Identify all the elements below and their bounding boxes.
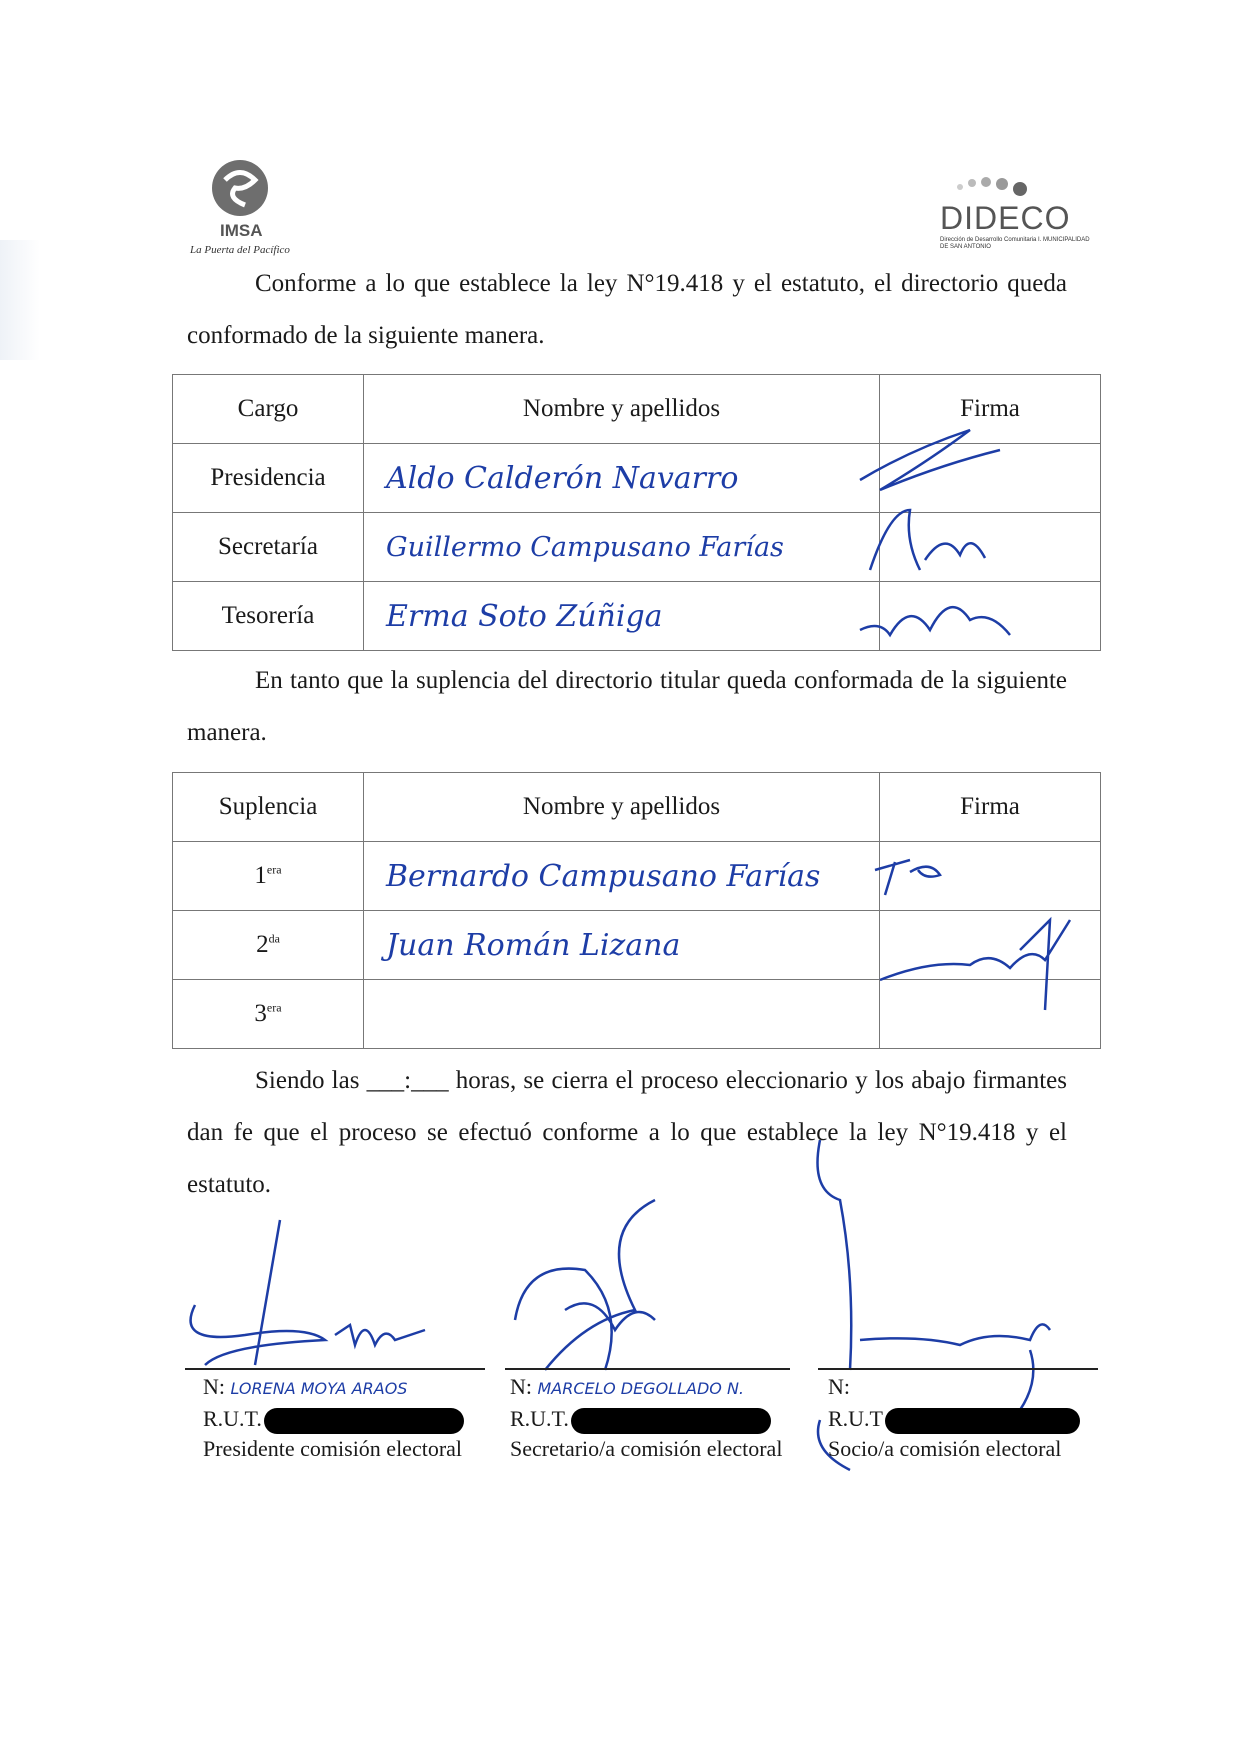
signature-line: [185, 1368, 485, 1370]
socio-sign-block: N: R.U.T Socio/a comisión electoral: [828, 1372, 1080, 1464]
secretary-signature: [505, 1190, 765, 1380]
suplencia-number: $2^{da}$: [173, 911, 364, 980]
suplencia-signatures: [870, 850, 1110, 1030]
cargo-cell: Tesorería: [173, 582, 364, 651]
president-sign-block: N: LORENA MOYA ARAOS R.U.T. Presidente comisión electoral: [203, 1372, 464, 1464]
cargo-cell: Secretaría: [173, 513, 364, 582]
header-nombre: Nombre y apellidos: [364, 773, 880, 842]
table-header-row: [173, 773, 1101, 842]
cargo-cell: Presidencia: [173, 444, 364, 513]
header-suplencia: Suplencia: [173, 773, 364, 842]
header-firma: Firma: [880, 375, 1101, 444]
signature-line: [505, 1368, 790, 1370]
socio-role: Socio/a comisión electoral: [828, 1436, 1062, 1461]
signature-line: [818, 1368, 1098, 1370]
intro-paragraph: Conforme a lo que establece la ley N°19.418 y el estatuto, el directorio queda conformado de la siguiente manera.: [187, 270, 1067, 349]
suplencia-number: $3^{era}$: [173, 980, 364, 1049]
imsa-motto: La Puerta del Pacífico: [190, 244, 290, 256]
dideco-logo: [940, 175, 1090, 255]
president-role: Presidente comisión electoral: [203, 1436, 463, 1461]
imsa-emblem-icon: [185, 150, 305, 245]
redacted-rut: [571, 1408, 771, 1434]
svg-text:IMSA: IMSA: [220, 221, 263, 240]
nombre-cell: Aldo Calderón Navarro: [364, 444, 880, 513]
nombre-cell: [364, 980, 880, 1049]
header-cargo: Cargo: [173, 375, 364, 444]
dideco-subtitle: Dirección de Desarrollo Comunitaria I. MUNICIPALIDAD DE SAN ANTONIO: [940, 237, 1090, 250]
dots-icon: [940, 175, 1050, 200]
closing-paragraph: Siendo las ___:___ horas, se cierra el proceso eleccionario y los abajo firmantes dan fe que el proceso se efectuó conforme a lo que establece la ley N°19.418 y el estatuto.: [187, 1067, 1067, 1198]
nombre-cell: Juan Román Lizana: [364, 911, 880, 980]
imsa-logo: [185, 150, 305, 265]
president-signature: [185, 1215, 465, 1385]
directorio-signatures: [850, 420, 1050, 670]
president-name: LORENA MOYA ARAOS: [230, 1379, 408, 1398]
nombre-cell: Guillermo Campusano Farías: [364, 513, 880, 582]
redacted-rut: [885, 1408, 1080, 1434]
suplencia-number: $1^{era}$: [173, 842, 364, 911]
header-nombre: Nombre y apellidos: [364, 375, 880, 444]
secretary-role: Secretario/a comisión electoral: [510, 1436, 783, 1461]
secretary-sign-block: N: MARCELO DEGOLLADO N. R.U.T. Secretario/a comisión electoral: [510, 1372, 782, 1464]
redacted-rut: [264, 1408, 464, 1434]
nombre-cell: Bernardo Campusano Farías: [364, 842, 880, 911]
nombre-cell: Erma Soto Zúñiga: [364, 582, 880, 651]
header-firma: Firma: [880, 773, 1101, 842]
dideco-wordmark: DIDECO: [940, 200, 1071, 236]
suplencia-paragraph: En tanto que la suplencia del directorio titular queda conformada de la siguiente manera.: [187, 667, 1067, 746]
secretary-name: MARCELO DEGOLLADO N.: [537, 1379, 744, 1398]
scan-shadow: [0, 240, 40, 360]
